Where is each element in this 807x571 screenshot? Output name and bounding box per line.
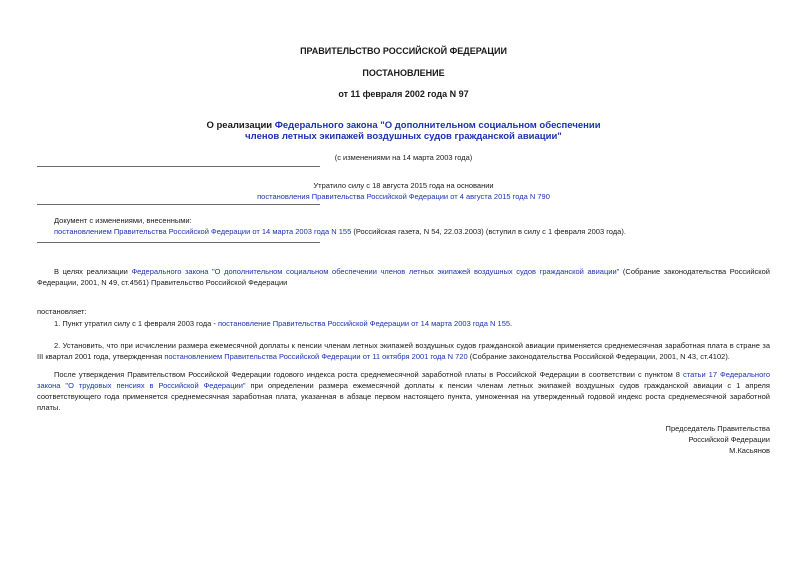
item1-suffix: . <box>510 319 513 328</box>
lost-force-link[interactable]: постановления Правительства Российской Федерации от 4 августа 2015 года N 790 <box>257 192 550 201</box>
document-date-number: от 11 февраля 2002 года N 97 <box>338 89 469 99</box>
decree-label: постановляет: <box>37 307 87 316</box>
preamble-suffix: (Собрание законодательства Российской Федерации, 2001, N 49, ст.4561) Правительство Российской Федерации <box>37 267 770 287</box>
item3-prefix: После утверждения Правительством Российской Федерации годового индекса роста среднемесячной заработной платы в Российской Федерации в соответствии с пунктом 8 <box>54 370 684 379</box>
paragraph-item-1 <box>37 318 770 329</box>
document-title <box>0 120 807 142</box>
title-prefix: О реализации <box>206 120 275 131</box>
divider <box>37 166 320 167</box>
item2-prefix: 2. Установить, что при исчислении размера ежемесячной доплаты к пенсии членам летных экипажей воздушных судов гражданской авиации применяется среднемесячная заработная плата в стране за III квартал 2001 года, утвержденная <box>37 341 770 361</box>
lost-force-text: Утратило силу с 18 августа 2015 года на основании <box>313 181 494 190</box>
signature-block <box>470 423 770 456</box>
document-changes <box>54 215 774 237</box>
government-heading: ПРАВИТЕЛЬСТВО РОССИЙСКОЙ ФЕДЕРАЦИИ <box>300 46 507 56</box>
signature-body: Российской Федерации <box>688 435 770 444</box>
item2-suffix: (Собрание законодательства Российской Федерации, 2001, N 43, ст.4102). <box>467 352 730 361</box>
document-changes-link[interactable]: постановлением Правительства Российской Федерации от 14 марта 2003 года N 155 <box>54 227 352 236</box>
paragraph-preamble <box>37 266 770 288</box>
lost-force-notice <box>0 180 807 202</box>
item1-prefix: 1. Пункт утратил силу с 1 февраля 2003 года - <box>54 319 218 328</box>
amendments-note: (с изменениями на 14 марта 2003 года) <box>334 153 473 162</box>
preamble-law-link[interactable]: Федерального закона "О дополнительном социальном обеспечении членов летных экипажей воздушных судов гражданской авиации" <box>131 267 620 276</box>
item1-link[interactable]: постановление Правительства Российской Федерации от 14 марта 2003 года N 155 <box>217 319 511 328</box>
item3-suffix: при определении размера ежемесячной доплаты к пенсии членам летных экипажей воздушных судов гражданской авиации с 1 апреля соответствующего года применяется среднемесячная заработная плата, указанная в абзаце первом настоящего пункта, умноженная на утвержденный годовой индекс роста среднемесячной заработной платы. <box>37 381 770 412</box>
divider <box>37 242 320 243</box>
paragraph-item-3 <box>37 369 770 413</box>
document-type: ПОСТАНОВЛЕНИЕ <box>362 68 445 78</box>
title-law-link-line2[interactable]: членов летных экипажей воздушных судов гражданской авиации" <box>245 131 562 142</box>
title-law-link-line1[interactable]: Федерального закона "О дополнительном социальном обеспечении <box>274 120 601 131</box>
item2-link[interactable]: постановлением Правительства Российской Федерации от 11 октября 2001 года N 720 <box>164 352 468 361</box>
preamble-prefix: В целях реализации <box>54 267 132 276</box>
divider <box>37 204 320 205</box>
document-changes-suffix: (Российская газета, N 54, 22.03.2003) (вступил в силу с 1 февраля 2003 года). <box>351 227 626 236</box>
signature-name: М.Касьянов <box>729 446 770 455</box>
paragraph-item-2 <box>37 340 770 362</box>
document-changes-label: Документ с изменениями, внесенными: <box>54 216 192 225</box>
signature-position: Председатель Правительства <box>665 424 770 433</box>
item3-link[interactable]: статьи 17 Федерального закона "О трудовых пенсиях в Российской Федерации" <box>37 370 770 390</box>
